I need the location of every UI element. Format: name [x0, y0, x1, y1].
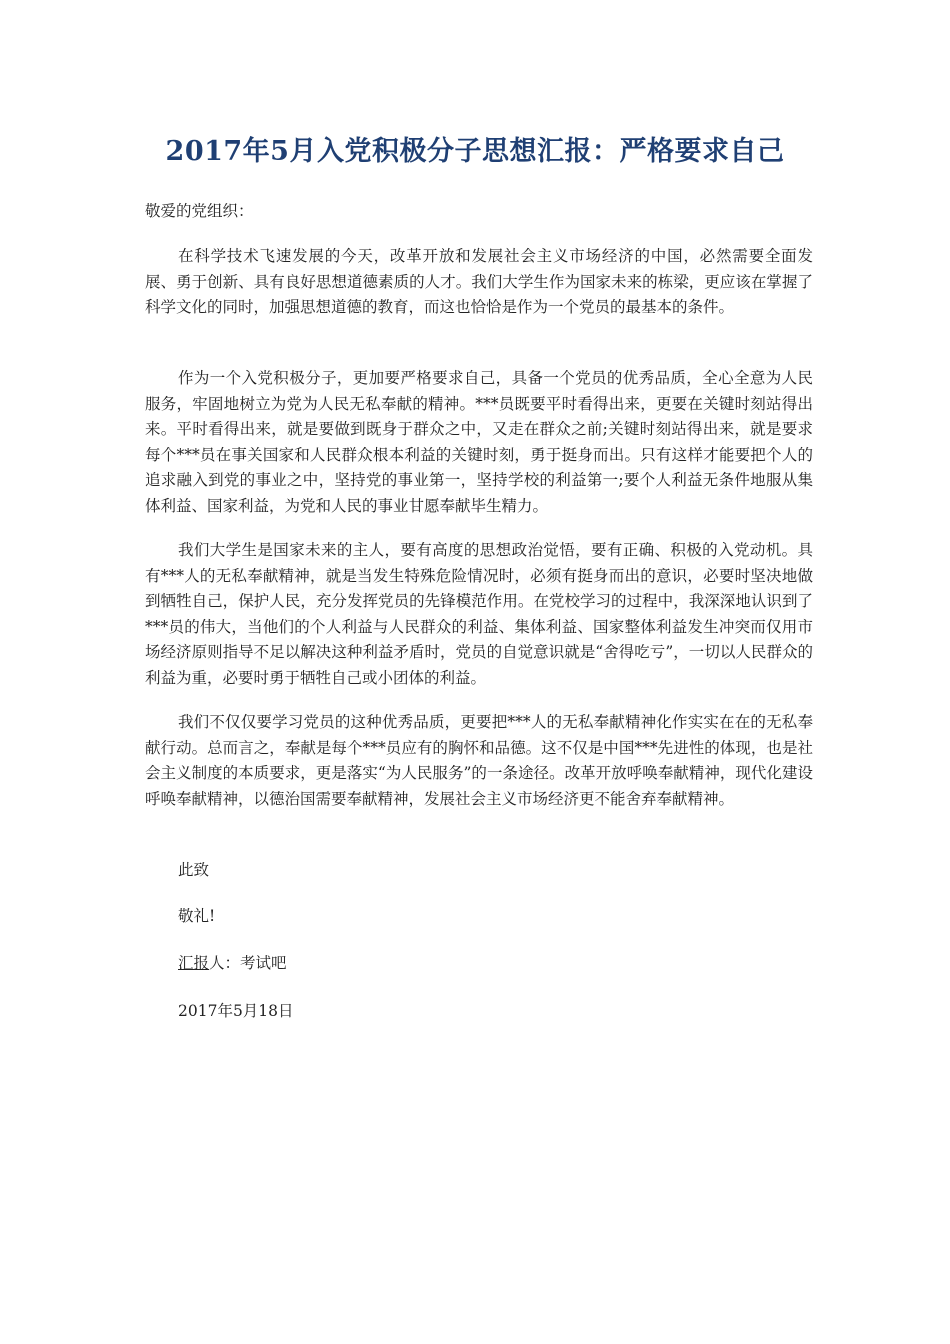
closing-line-1: 此致 — [178, 861, 210, 879]
closing-line-2: 敬礼! — [178, 907, 216, 925]
salutation: 敬爱的党组织： — [145, 202, 254, 220]
body-paragraph-2: 作为一个入党积极分子，更加要严格要求自己，具备一个党员的优秀品质，全心全意为人民服务，牢固地树立为党为人民无私奉献的精神。***员既要平时看得出来，更要在关键时刻站得出来。平时看得出来，就是要做到既身于群众之中，又走在群众之前;关键时刻站得出来，就是要求每个***员在事关国家和人民群众根本利益的关键时刻，勇于挺身而出。只有这样才能要把个人的追求融入到党的事业之中，坚持党的事业第一，坚持学校的利益第一;要个人利益无条件地服从集体利益、国家利益，为党和人民的事业甘愿奉献毕生精力。 — [145, 369, 813, 515]
reporter-name: 人：考试吧 — [209, 954, 287, 972]
document-title: 2017年5月入党积极分子思想汇报：严格要求自己 — [165, 136, 785, 167]
report-date: 2017年5月18日 — [178, 1002, 294, 1020]
body-paragraph-3: 我们大学生是国家未来的主人，要有高度的思想政治觉悟，要有正确、积极的入党动机。具有***人的无私奉献精神，就是当发生特殊危险情况时，必须有挺身而出的意识，必要时坚决地做到牺牲自己，保护人民，充分发挥党员的先锋模范作用。在党校学习的过程中，我深深地认识到了***员的伟大，当他们的个人利益与人民群众的利益、集体利益、国家整体利益发生冲突而仅用市场经济原则指导不足以解决这种利益矛盾时，党员的自觉意识就是“舍得吃亏”，一切以人民群众的利益为重，必要时勇于牺牲自己或小团体的利益。 — [145, 541, 813, 687]
reporter-link[interactable]: 汇报 — [178, 954, 210, 972]
body-paragraph-4: 我们不仅仅要学习党员的这种优秀品质，更要把***人的无私奉献精神化作实实在在的无私奉献行动。总而言之，奉献是每个***员应有的胸怀和品德。这不仅是中国***先进性的体现，也是社会主义制度的本质要求，更是落实“为人民服务”的一条途径。改革开放呼唤奉献精神，现代化建设呼唤奉献精神，以德治国需要奉献精神，发展社会主义市场经济更不能舍弃奉献精神。 — [145, 713, 813, 808]
body-paragraph-1: 在科学技术飞速发展的今天，改革开放和发展社会主义市场经济的中国，必然需要全面发展、勇于创新、具有良好思想道德素质的人才。我们大学生作为国家未来的栋梁，更应该在掌握了科学文化的同时，加强思想道德的教育，而这也恰恰是作为一个党员的最基本的条件。 — [145, 247, 813, 317]
reporter-line — [178, 950, 287, 976]
